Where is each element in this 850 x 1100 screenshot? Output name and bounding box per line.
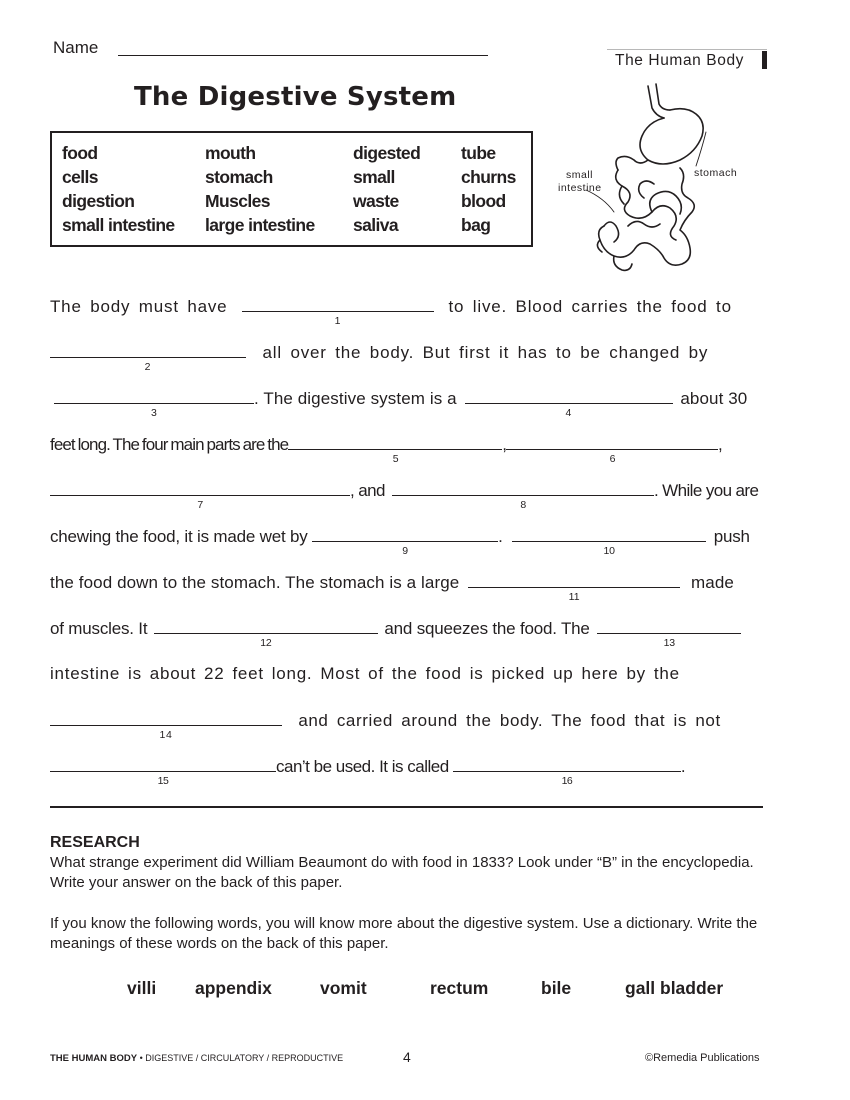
vocab-word: appendix bbox=[195, 978, 272, 998]
passage-text: and carried around the body. The food that is not bbox=[298, 711, 721, 730]
stomach-shape bbox=[640, 109, 703, 164]
word-bank-item: tube bbox=[461, 143, 496, 163]
word-bank-item: Muscles bbox=[205, 191, 270, 211]
passage-text: . bbox=[680, 757, 686, 776]
passage-line-4 bbox=[50, 434, 763, 465]
digestive-system-illustration bbox=[556, 80, 751, 280]
blank-number: 4 bbox=[565, 407, 572, 419]
blank-number: 7 bbox=[197, 499, 203, 511]
word-bank-item: waste bbox=[353, 191, 399, 211]
word-bank bbox=[50, 131, 533, 247]
unit-rule bbox=[607, 49, 767, 50]
footer-book-title: THE HUMAN BODY bbox=[50, 1053, 138, 1064]
passage-text: made bbox=[691, 573, 734, 592]
blank-number: 8 bbox=[520, 499, 526, 511]
vocab-word: bile bbox=[541, 978, 572, 998]
answer-blank[interactable] bbox=[288, 434, 502, 465]
word-bank-item: saliva bbox=[353, 215, 399, 235]
footer-series bbox=[50, 1053, 343, 1064]
passage-text: feet long. The four main parts are the bbox=[50, 435, 289, 454]
word-bank-item: food bbox=[62, 143, 98, 163]
word-bank-item: digested bbox=[353, 143, 421, 163]
esophagus-shape bbox=[648, 84, 670, 118]
answer-blank[interactable] bbox=[506, 434, 718, 465]
blank-number: 10 bbox=[603, 545, 615, 557]
unit-bar bbox=[762, 51, 767, 69]
answer-blank[interactable] bbox=[392, 480, 654, 511]
passage-text: The body must have bbox=[50, 297, 228, 316]
passage-text: all over the body. But first it has to be changed by bbox=[262, 343, 709, 362]
passage-text: to live. Blood carries the food to bbox=[448, 297, 732, 316]
vocab-word: gall bladder bbox=[625, 978, 724, 998]
blank-number: 5 bbox=[392, 453, 398, 465]
blank-number: 14 bbox=[159, 729, 173, 741]
blank-number: 12 bbox=[260, 637, 272, 649]
blank-number: 11 bbox=[568, 591, 580, 603]
passage-text: and squeezes the food. The bbox=[384, 619, 590, 638]
word-bank-item: large intestine bbox=[205, 215, 315, 235]
passage-text: . While you are bbox=[653, 481, 759, 500]
answer-blank[interactable] bbox=[512, 526, 706, 557]
word-bank-item: mouth bbox=[205, 143, 256, 163]
passage-text: can’t be used. It is called bbox=[276, 757, 449, 776]
vocabulary-instructions: If you know the following words, you will know more about the digestive system. Use a dictionary. Write the meanings of these words on the back of this paper. bbox=[50, 915, 758, 952]
answer-blank[interactable] bbox=[312, 526, 498, 557]
label-intestine: intestine bbox=[558, 182, 602, 194]
unit-title: The Human Body bbox=[615, 52, 745, 69]
blank-number: 2 bbox=[144, 361, 152, 373]
duodenum-shape bbox=[616, 156, 648, 170]
blank-number: 3 bbox=[151, 407, 157, 419]
word-bank-item: bag bbox=[461, 215, 491, 235]
passage-text: about 30 bbox=[680, 389, 748, 408]
page-title: The Digestive System bbox=[134, 82, 457, 112]
blank-number: 6 bbox=[609, 453, 615, 465]
answer-blank[interactable] bbox=[54, 388, 254, 419]
passage-text: . The digestive system is a bbox=[254, 389, 457, 408]
vocab-word: vomit bbox=[320, 978, 367, 998]
blank-number: 1 bbox=[334, 315, 342, 327]
passage-line-8 bbox=[50, 618, 763, 649]
passage-line-5 bbox=[50, 480, 763, 511]
word-bank-item: digestion bbox=[62, 191, 135, 211]
vocab-word: villi bbox=[127, 978, 157, 998]
passage-text: the food down to the stomach. The stomach is a large bbox=[50, 573, 460, 592]
passage-text: push bbox=[713, 527, 750, 546]
passage-line-1 bbox=[50, 296, 763, 327]
label-stomach: stomach bbox=[694, 167, 738, 179]
passage-line-7 bbox=[50, 572, 763, 603]
footer-bullet: • bbox=[139, 1053, 143, 1063]
passage-line-11 bbox=[50, 756, 763, 787]
answer-blank[interactable] bbox=[154, 618, 378, 649]
answer-blank[interactable] bbox=[453, 756, 681, 787]
blank-number: 9 bbox=[402, 545, 408, 557]
passage-line-9 bbox=[50, 664, 763, 684]
passage-line-10 bbox=[50, 710, 763, 741]
passage-line-6 bbox=[50, 526, 763, 557]
passage-line-3 bbox=[50, 388, 763, 419]
answer-blank[interactable] bbox=[242, 296, 434, 327]
answer-blank[interactable] bbox=[50, 756, 276, 787]
passage-text: chewing the food, it is made wet by bbox=[50, 527, 308, 546]
passage-text: of muscles. It bbox=[50, 619, 148, 638]
passage-line-2 bbox=[50, 342, 763, 373]
name-line[interactable] bbox=[118, 55, 488, 56]
word-bank-item: small intestine bbox=[62, 215, 175, 235]
passage-text: , bbox=[502, 435, 507, 454]
answer-blank[interactable] bbox=[50, 480, 350, 511]
answer-blank[interactable] bbox=[50, 710, 282, 741]
passage-text: intestine is about 22 feet long. Most of the food is picked up here by the bbox=[50, 664, 680, 683]
answer-blank[interactable] bbox=[468, 572, 680, 603]
publisher-credit: ©Remedia Publications bbox=[645, 1052, 760, 1064]
vocab-word: rectum bbox=[430, 978, 489, 998]
word-bank-item: stomach bbox=[205, 167, 273, 187]
word-bank-item: cells bbox=[62, 167, 98, 187]
answer-blank[interactable] bbox=[50, 342, 246, 373]
section-divider bbox=[50, 806, 763, 808]
page-number: 4 bbox=[403, 1049, 411, 1065]
word-bank-item: blood bbox=[461, 191, 506, 211]
name-label: Name bbox=[53, 38, 99, 57]
word-bank-item: small bbox=[353, 167, 395, 187]
blank-number: 13 bbox=[663, 637, 675, 649]
label-small: small bbox=[566, 169, 594, 181]
answer-blank[interactable] bbox=[597, 618, 741, 649]
passage-text: . bbox=[498, 527, 503, 546]
blank-number: 16 bbox=[561, 775, 573, 787]
passage-text: , bbox=[718, 435, 722, 454]
word-bank-item: churns bbox=[461, 167, 516, 187]
footer-topics: DIGESTIVE / CIRCULATORY / REPRODUCTIVE bbox=[145, 1053, 344, 1063]
passage-text: , and bbox=[350, 481, 385, 500]
answer-blank[interactable] bbox=[465, 388, 673, 419]
research-heading: RESEARCH bbox=[50, 834, 140, 851]
blank-number: 15 bbox=[157, 775, 169, 787]
research-question: What strange experiment did William Beaumont do with food in 1833? Look under “B” in the encyclopedia. Write your answer on the back of this paper. bbox=[50, 854, 754, 891]
